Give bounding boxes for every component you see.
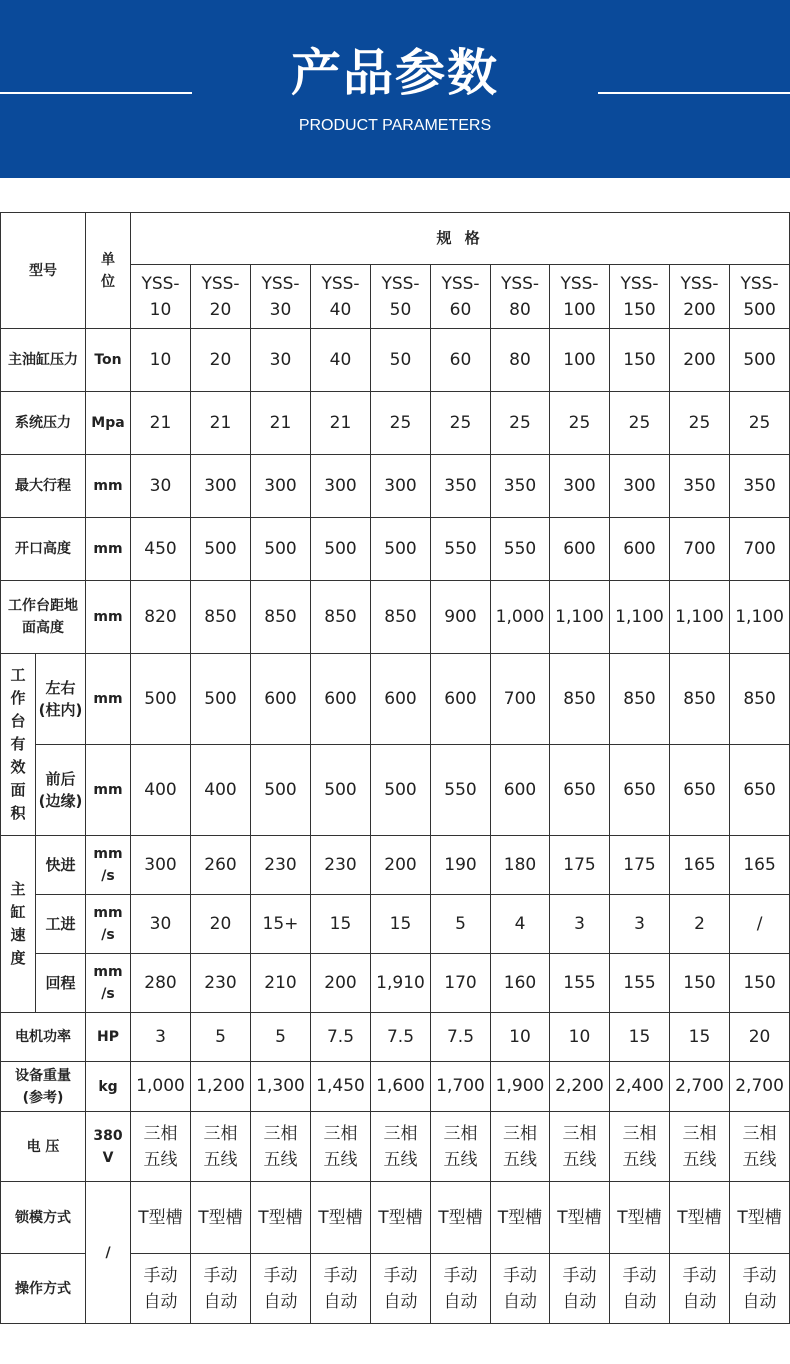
table-row bbox=[1, 836, 790, 895]
value-cell: 165 bbox=[670, 836, 730, 895]
value-cell: 三相 五线 bbox=[491, 1112, 550, 1182]
value-cell: 850 bbox=[371, 581, 431, 654]
value-cell: 700 bbox=[491, 654, 550, 745]
value-cell: 5 bbox=[251, 1013, 311, 1062]
value-cell: 155 bbox=[610, 954, 670, 1013]
table-row bbox=[1, 954, 790, 1013]
table-row bbox=[1, 895, 790, 954]
value-cell: 850 bbox=[191, 581, 251, 654]
value-cell: 3 bbox=[131, 1013, 191, 1062]
value-cell: 21 bbox=[191, 392, 251, 455]
value-cell: 20 bbox=[191, 329, 251, 392]
value-cell: 350 bbox=[730, 455, 790, 518]
value-cell: 850 bbox=[550, 654, 610, 745]
table-header-row bbox=[1, 213, 790, 265]
page-subtitle: PRODUCT PARAMETERS bbox=[298, 117, 492, 134]
value-cell: 500 bbox=[371, 745, 431, 836]
value-cell: 30 bbox=[131, 455, 191, 518]
value-cell: 1,900 bbox=[491, 1062, 550, 1112]
row-unit: 380 V bbox=[86, 1112, 131, 1182]
value-cell: 25 bbox=[371, 392, 431, 455]
value-cell: 150 bbox=[610, 329, 670, 392]
value-cell: 500 bbox=[311, 745, 371, 836]
value-cell: 三相 五线 bbox=[131, 1112, 191, 1182]
value-cell: 21 bbox=[311, 392, 371, 455]
value-cell: 40 bbox=[311, 329, 371, 392]
value-cell: 700 bbox=[670, 518, 730, 581]
value-cell: 500 bbox=[191, 654, 251, 745]
row-label: 电机功率 bbox=[1, 1013, 86, 1062]
value-cell: 600 bbox=[371, 654, 431, 745]
value-cell: 7.5 bbox=[431, 1013, 491, 1062]
value-cell: 150 bbox=[730, 954, 790, 1013]
value-cell: 手动 自动 bbox=[670, 1254, 730, 1324]
value-cell: 7.5 bbox=[311, 1013, 371, 1062]
spec-table bbox=[0, 212, 790, 1324]
value-cell: T型槽 bbox=[311, 1182, 371, 1254]
table-row bbox=[1, 455, 790, 518]
table-row bbox=[1, 1112, 790, 1182]
value-cell: 三相 五线 bbox=[251, 1112, 311, 1182]
value-cell: 190 bbox=[431, 836, 491, 895]
model-cell: YSS- 20 bbox=[191, 265, 251, 329]
value-cell: 7.5 bbox=[371, 1013, 431, 1062]
value-cell: 三相 五线 bbox=[191, 1112, 251, 1182]
value-cell: 三相 五线 bbox=[311, 1112, 371, 1182]
value-cell: 1,000 bbox=[491, 581, 550, 654]
value-cell: 850 bbox=[610, 654, 670, 745]
value-cell: 600 bbox=[491, 745, 550, 836]
value-cell: 500 bbox=[131, 654, 191, 745]
table-row bbox=[1, 329, 790, 392]
value-cell: 400 bbox=[191, 745, 251, 836]
value-cell: 450 bbox=[131, 518, 191, 581]
header-banner bbox=[0, 0, 790, 178]
value-cell: 650 bbox=[670, 745, 730, 836]
value-cell: 500 bbox=[311, 518, 371, 581]
value-cell: 25 bbox=[730, 392, 790, 455]
table-row bbox=[1, 745, 790, 836]
value-cell: 2,700 bbox=[730, 1062, 790, 1112]
row-unit: Mpa bbox=[86, 392, 131, 455]
value-cell: T型槽 bbox=[371, 1182, 431, 1254]
value-cell: 650 bbox=[730, 745, 790, 836]
value-cell: T型槽 bbox=[730, 1182, 790, 1254]
value-cell: 10 bbox=[550, 1013, 610, 1062]
value-cell: 1,700 bbox=[431, 1062, 491, 1112]
model-cell: YSS- 50 bbox=[371, 265, 431, 329]
row-unit-shared: / bbox=[86, 1182, 131, 1324]
value-cell: 500 bbox=[251, 518, 311, 581]
row-sublabel: 工进 bbox=[36, 895, 86, 954]
unit-header: 单 位 bbox=[86, 213, 131, 329]
value-cell: 三相 五线 bbox=[550, 1112, 610, 1182]
value-cell: 10 bbox=[131, 329, 191, 392]
value-cell: 600 bbox=[251, 654, 311, 745]
value-cell: 手动 自动 bbox=[371, 1254, 431, 1324]
value-cell: 180 bbox=[491, 836, 550, 895]
table-row bbox=[1, 518, 790, 581]
model-header: 型号 bbox=[1, 213, 86, 329]
row-unit: mm bbox=[86, 654, 131, 745]
value-cell: 650 bbox=[610, 745, 670, 836]
value-cell: 230 bbox=[251, 836, 311, 895]
value-cell: 10 bbox=[491, 1013, 550, 1062]
model-cell: YSS- 100 bbox=[550, 265, 610, 329]
row-unit: mm bbox=[86, 455, 131, 518]
value-cell: 550 bbox=[431, 518, 491, 581]
value-cell: 350 bbox=[491, 455, 550, 518]
value-cell: 25 bbox=[550, 392, 610, 455]
model-cell: YSS- 40 bbox=[311, 265, 371, 329]
value-cell: 15 bbox=[371, 895, 431, 954]
value-cell: 三相 五线 bbox=[670, 1112, 730, 1182]
value-cell: 600 bbox=[550, 518, 610, 581]
value-cell: 160 bbox=[491, 954, 550, 1013]
value-cell: 手动 自动 bbox=[251, 1254, 311, 1324]
value-cell: 300 bbox=[550, 455, 610, 518]
model-cell: YSS- 80 bbox=[491, 265, 550, 329]
row-unit: mm bbox=[86, 581, 131, 654]
spec-header: 规 格 bbox=[131, 213, 790, 265]
value-cell: 2,700 bbox=[670, 1062, 730, 1112]
value-cell: 手动 自动 bbox=[311, 1254, 371, 1324]
value-cell: 25 bbox=[491, 392, 550, 455]
row-unit: mm bbox=[86, 745, 131, 836]
value-cell: 500 bbox=[371, 518, 431, 581]
value-cell: 400 bbox=[131, 745, 191, 836]
model-cell: YSS- 150 bbox=[610, 265, 670, 329]
value-cell: 700 bbox=[730, 518, 790, 581]
value-cell: T型槽 bbox=[610, 1182, 670, 1254]
value-cell: 175 bbox=[610, 836, 670, 895]
value-cell: 900 bbox=[431, 581, 491, 654]
value-cell: 80 bbox=[491, 329, 550, 392]
model-cell: YSS- 10 bbox=[131, 265, 191, 329]
value-cell: 300 bbox=[191, 455, 251, 518]
value-cell: 1,100 bbox=[610, 581, 670, 654]
value-cell: 4 bbox=[491, 895, 550, 954]
value-cell: 300 bbox=[131, 836, 191, 895]
value-cell: 260 bbox=[191, 836, 251, 895]
value-cell: 300 bbox=[251, 455, 311, 518]
value-cell: 5 bbox=[191, 1013, 251, 1062]
value-cell: 15 bbox=[311, 895, 371, 954]
row-sublabel: 左右 (柱内) bbox=[36, 654, 86, 745]
row-label: 操作方式 bbox=[1, 1254, 86, 1324]
value-cell: T型槽 bbox=[191, 1182, 251, 1254]
row-unit: kg bbox=[86, 1062, 131, 1112]
row-sublabel: 前后 (边缘) bbox=[36, 745, 86, 836]
row-label: 系统压力 bbox=[1, 392, 86, 455]
row-unit: mm /s bbox=[86, 954, 131, 1013]
value-cell: 1,600 bbox=[371, 1062, 431, 1112]
value-cell: T型槽 bbox=[491, 1182, 550, 1254]
row-label: 开口高度 bbox=[1, 518, 86, 581]
value-cell: T型槽 bbox=[431, 1182, 491, 1254]
value-cell: 850 bbox=[670, 654, 730, 745]
value-cell: 280 bbox=[131, 954, 191, 1013]
value-cell: 200 bbox=[670, 329, 730, 392]
value-cell: 手动 自动 bbox=[610, 1254, 670, 1324]
value-cell: 30 bbox=[251, 329, 311, 392]
value-cell: 50 bbox=[371, 329, 431, 392]
value-cell: 三相 五线 bbox=[371, 1112, 431, 1182]
value-cell: 100 bbox=[550, 329, 610, 392]
value-cell: 1,300 bbox=[251, 1062, 311, 1112]
value-cell: 3 bbox=[550, 895, 610, 954]
value-cell: 230 bbox=[311, 836, 371, 895]
value-cell: T型槽 bbox=[251, 1182, 311, 1254]
value-cell: 5 bbox=[431, 895, 491, 954]
value-cell: 600 bbox=[431, 654, 491, 745]
value-cell: 1,100 bbox=[670, 581, 730, 654]
value-cell: 200 bbox=[311, 954, 371, 1013]
value-cell: 1,100 bbox=[550, 581, 610, 654]
value-cell: 15 bbox=[670, 1013, 730, 1062]
speed-group-label: 主 缸 速 度 bbox=[1, 836, 36, 1013]
value-cell: 20 bbox=[191, 895, 251, 954]
value-cell: 300 bbox=[371, 455, 431, 518]
value-cell: 21 bbox=[131, 392, 191, 455]
value-cell: 3 bbox=[610, 895, 670, 954]
table-row bbox=[1, 581, 790, 654]
row-unit: HP bbox=[86, 1013, 131, 1062]
value-cell: 15 bbox=[610, 1013, 670, 1062]
row-unit: Ton bbox=[86, 329, 131, 392]
table-row bbox=[1, 1013, 790, 1062]
value-cell: T型槽 bbox=[131, 1182, 191, 1254]
value-cell: / bbox=[730, 895, 790, 954]
value-cell: 300 bbox=[311, 455, 371, 518]
row-sublabel: 回程 bbox=[36, 954, 86, 1013]
value-cell: 500 bbox=[191, 518, 251, 581]
value-cell: 1,200 bbox=[191, 1062, 251, 1112]
value-cell: 25 bbox=[431, 392, 491, 455]
row-label: 电 压 bbox=[1, 1112, 86, 1182]
row-sublabel: 快进 bbox=[36, 836, 86, 895]
value-cell: 175 bbox=[550, 836, 610, 895]
row-unit: mm /s bbox=[86, 836, 131, 895]
value-cell: 850 bbox=[730, 654, 790, 745]
value-cell: 手动 自动 bbox=[131, 1254, 191, 1324]
value-cell: 820 bbox=[131, 581, 191, 654]
row-unit: mm bbox=[86, 518, 131, 581]
value-cell: 550 bbox=[491, 518, 550, 581]
value-cell: 600 bbox=[610, 518, 670, 581]
row-label: 设备重量 (参考) bbox=[1, 1062, 86, 1112]
value-cell: 170 bbox=[431, 954, 491, 1013]
value-cell: 500 bbox=[251, 745, 311, 836]
value-cell: 20 bbox=[730, 1013, 790, 1062]
value-cell: 550 bbox=[431, 745, 491, 836]
value-cell: 15+ bbox=[251, 895, 311, 954]
value-cell: 三相 五线 bbox=[610, 1112, 670, 1182]
value-cell: 230 bbox=[191, 954, 251, 1013]
value-cell: 850 bbox=[311, 581, 371, 654]
value-cell: T型槽 bbox=[670, 1182, 730, 1254]
value-cell: 200 bbox=[371, 836, 431, 895]
value-cell: 500 bbox=[730, 329, 790, 392]
row-label: 锁模方式 bbox=[1, 1182, 86, 1254]
value-cell: 210 bbox=[251, 954, 311, 1013]
work-area-group-label: 工 作 台 有 效 面 积 bbox=[1, 654, 36, 836]
value-cell: 21 bbox=[251, 392, 311, 455]
model-cell: YSS- 30 bbox=[251, 265, 311, 329]
value-cell: 手动 自动 bbox=[191, 1254, 251, 1324]
value-cell: 300 bbox=[610, 455, 670, 518]
value-cell: 350 bbox=[670, 455, 730, 518]
value-cell: 155 bbox=[550, 954, 610, 1013]
value-cell: 350 bbox=[431, 455, 491, 518]
table-row bbox=[1, 392, 790, 455]
value-cell: 2,200 bbox=[550, 1062, 610, 1112]
value-cell: 三相 五线 bbox=[730, 1112, 790, 1182]
row-label: 最大行程 bbox=[1, 455, 86, 518]
model-cell: YSS- 500 bbox=[730, 265, 790, 329]
value-cell: 1,000 bbox=[131, 1062, 191, 1112]
value-cell: 25 bbox=[610, 392, 670, 455]
value-cell: 手动 自动 bbox=[431, 1254, 491, 1324]
value-cell: 手动 自动 bbox=[730, 1254, 790, 1324]
value-cell: 30 bbox=[131, 895, 191, 954]
value-cell: 2,400 bbox=[610, 1062, 670, 1112]
value-cell: 850 bbox=[251, 581, 311, 654]
table-row bbox=[1, 654, 790, 745]
value-cell: T型槽 bbox=[550, 1182, 610, 1254]
row-label: 工作台距地 面高度 bbox=[1, 581, 86, 654]
model-cell: YSS- 200 bbox=[670, 265, 730, 329]
value-cell: 650 bbox=[550, 745, 610, 836]
model-cell: YSS- 60 bbox=[431, 265, 491, 329]
value-cell: 2 bbox=[670, 895, 730, 954]
value-cell: 150 bbox=[670, 954, 730, 1013]
value-cell: 1,910 bbox=[371, 954, 431, 1013]
value-cell: 1,450 bbox=[311, 1062, 371, 1112]
row-unit: mm /s bbox=[86, 895, 131, 954]
value-cell: 600 bbox=[311, 654, 371, 745]
value-cell: 60 bbox=[431, 329, 491, 392]
table-row bbox=[1, 1182, 790, 1254]
row-label: 主油缸压力 bbox=[1, 329, 86, 392]
value-cell: 1,100 bbox=[730, 581, 790, 654]
value-cell: 165 bbox=[730, 836, 790, 895]
table-row bbox=[1, 1062, 790, 1112]
value-cell: 25 bbox=[670, 392, 730, 455]
value-cell: 手动 自动 bbox=[491, 1254, 550, 1324]
value-cell: 手动 自动 bbox=[550, 1254, 610, 1324]
value-cell: 三相 五线 bbox=[431, 1112, 491, 1182]
page-title: 产品参数 bbox=[291, 44, 499, 102]
